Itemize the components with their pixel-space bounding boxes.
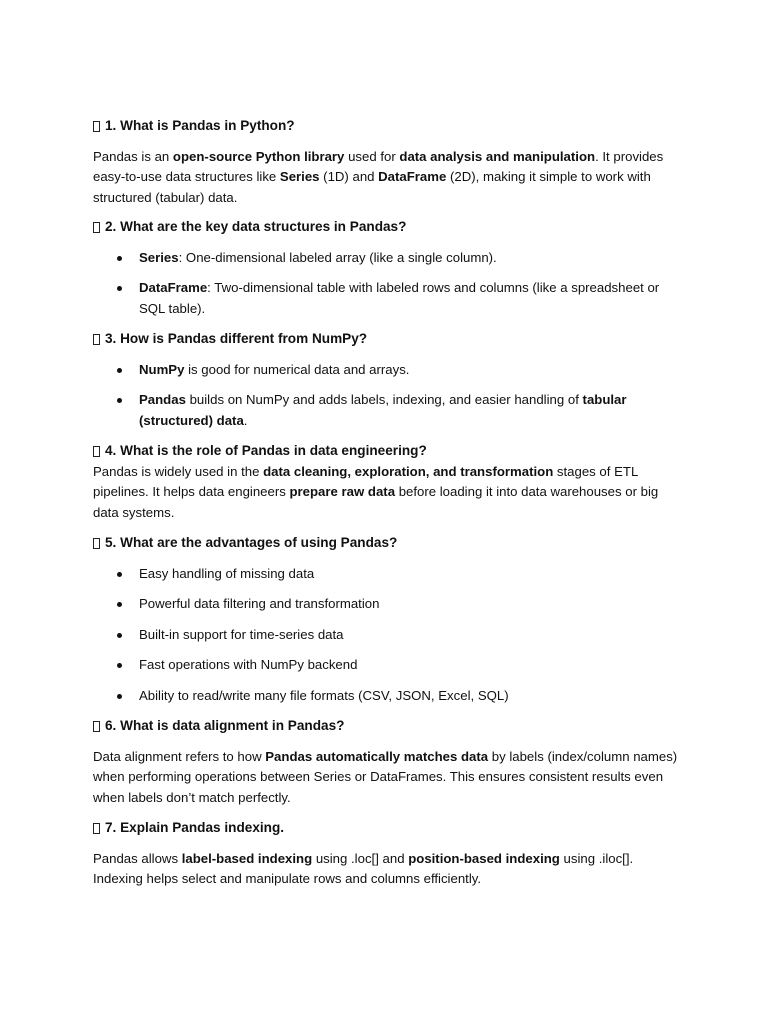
q3-heading: 3. How is Pandas different from NumPy? <box>93 329 683 350</box>
missing-glyph-icon <box>93 446 100 457</box>
list-item: Series: One-dimensional labeled array (like a single column). <box>93 248 683 269</box>
missing-glyph-icon <box>93 721 100 732</box>
list-item: Built-in support for time-series data <box>93 625 683 646</box>
q2-list <box>93 248 683 320</box>
q4-heading: 4. What is the role of Pandas in data engineering? <box>93 441 683 462</box>
list-item: Powerful data filtering and transformation <box>93 594 683 615</box>
list-item: Easy handling of missing data <box>93 564 683 585</box>
q4-paragraph: Pandas is widely used in the data cleaning, exploration, and transformation stages of ETL pipelines. It helps data engineers prepare raw data before loading it into data warehouses or big data systems. <box>93 463 659 520</box>
q3-list <box>93 360 683 432</box>
document-page <box>93 116 683 890</box>
list-item: Ability to read/write many file formats (CSV, JSON, Excel, SQL) <box>93 686 683 707</box>
missing-glyph-icon <box>93 222 100 233</box>
missing-glyph-icon <box>93 334 100 345</box>
list-item: Pandas builds on NumPy and adds labels, indexing, and easier handling of tabular (structured) data. <box>93 390 683 431</box>
missing-glyph-icon <box>93 823 100 834</box>
list-item: NumPy is good for numerical data and arrays. <box>93 360 683 381</box>
missing-glyph-icon <box>93 538 100 549</box>
q6-heading: 6. What is data alignment in Pandas? <box>93 716 683 737</box>
list-item: Fast operations with NumPy backend <box>93 655 683 676</box>
list-item: DataFrame: Two-dimensional table with labeled rows and columns (like a spreadsheet or SQL table). <box>93 278 683 319</box>
q1-heading: 1. What is Pandas in Python? <box>93 116 683 137</box>
q7-paragraph: Pandas allows label-based indexing using .loc[] and position-based indexing using .iloc[]. Indexing helps select and manipulate rows and columns efficiently. <box>93 850 634 886</box>
q6-paragraph: Data alignment refers to how Pandas automatically matches data by labels (index/column names) when performing operations between Series or DataFrames. This ensures consistent results even when labels don’t match perfectly. <box>93 748 678 805</box>
q2-heading: 2. What are the key data structures in Pandas? <box>93 217 683 238</box>
q7-heading: 7. Explain Pandas indexing. <box>93 818 683 839</box>
q5-heading: 5. What are the advantages of using Pandas? <box>93 533 683 554</box>
q1-paragraph: Pandas is an open-source Python library used for data analysis and manipulation. It provides easy-to-use data structures like Series (1D) and DataFrame (2D), making it simple to work with structured (tabular) data. <box>93 148 664 205</box>
missing-glyph-icon <box>93 121 100 132</box>
q5-list <box>93 564 683 707</box>
